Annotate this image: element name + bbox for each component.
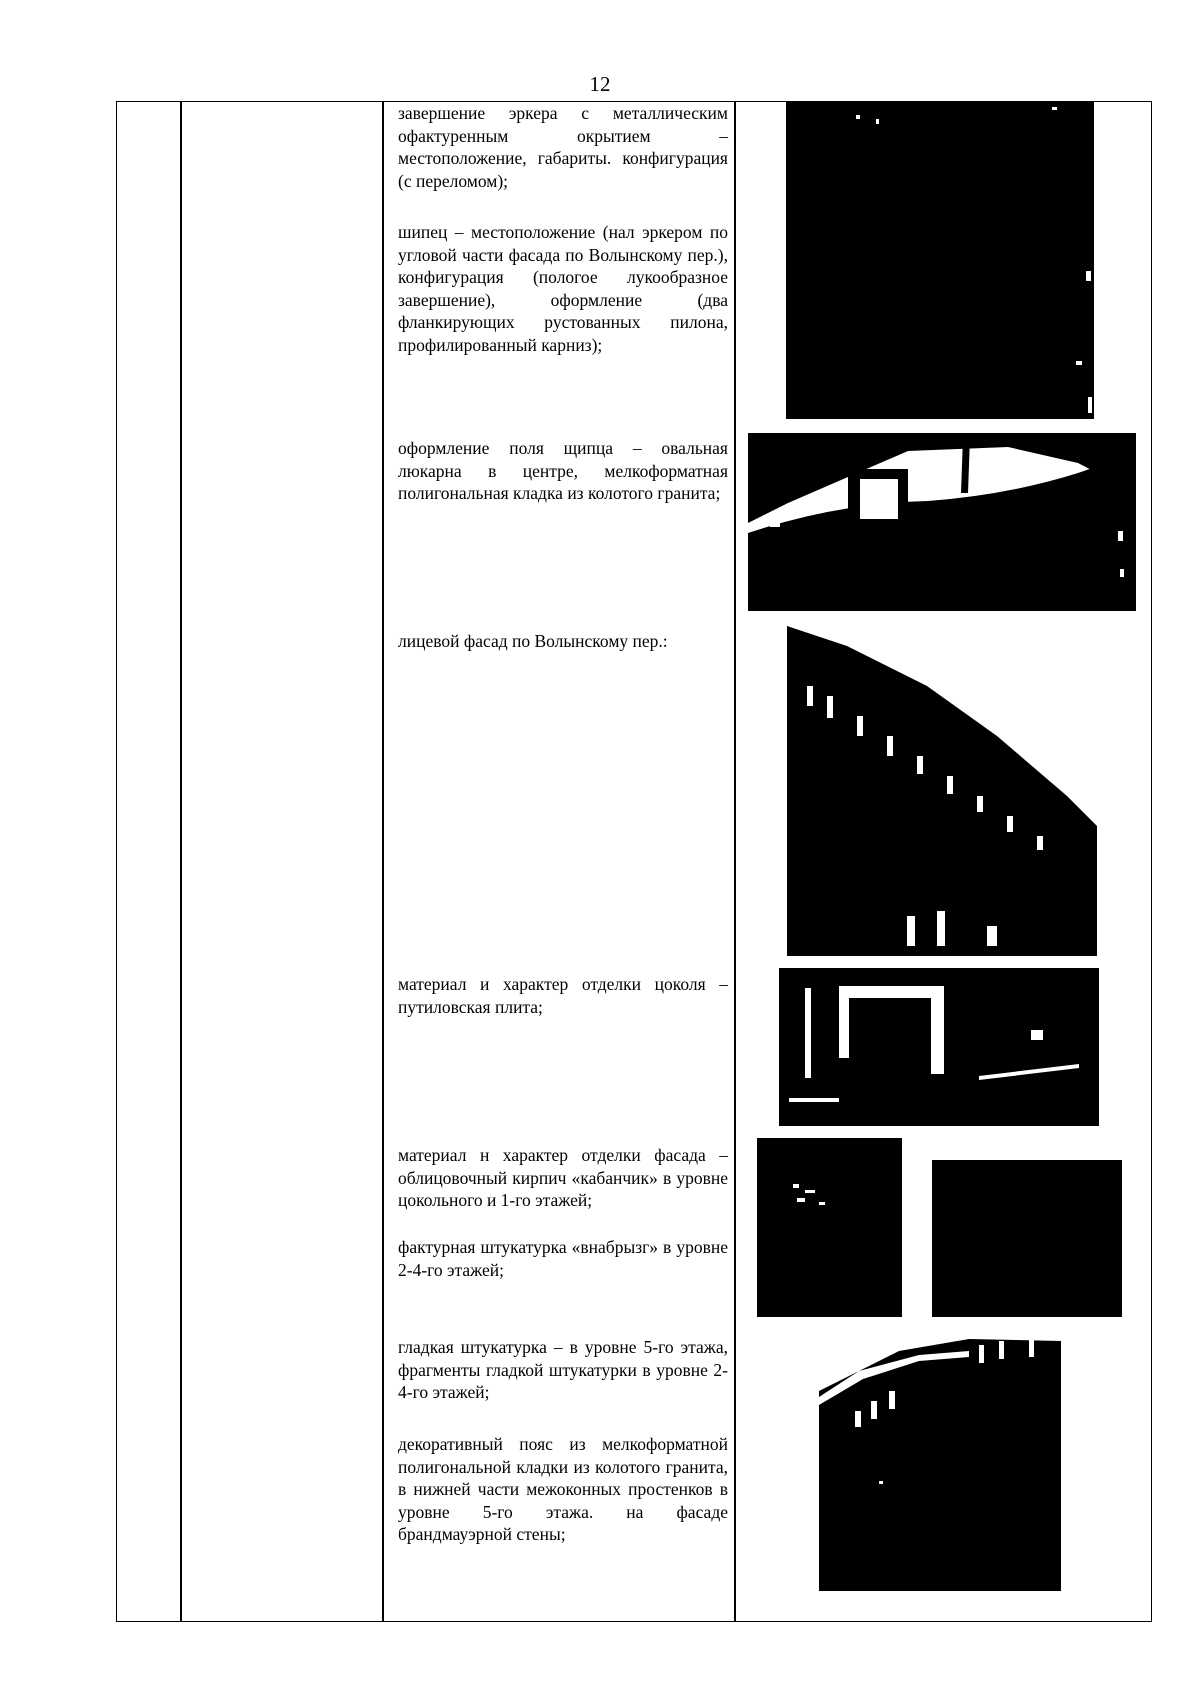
text-shipets: шипец – местоположение (нал эркером по угловой части фасада по Волынскому пер.), конфигурация (пологое лукообразное завершение), оформление (два фланкирующих рустованных пилона, профилированный карниз); xyxy=(398,222,728,355)
column-divider-2 xyxy=(382,101,384,1622)
text-erker-completion: завершение эркера с металлическим офактуренным окрытием – местоположение, габариты. конфигурация (с переломом); xyxy=(398,103,728,191)
photo-smooth-plaster xyxy=(819,1331,1061,1591)
photo-gable-field xyxy=(748,433,1136,611)
column-divider-1 xyxy=(180,101,182,1622)
column-divider-3 xyxy=(734,101,736,1622)
text-gable-field: оформление поля щипца – овальная люкарна в центре, мелкоформатная полигональная кладка из колотого гранита; xyxy=(398,438,728,503)
photo-erker xyxy=(786,101,1094,419)
text-main-facade: лицевой фасад по Волынскому пер.: xyxy=(398,631,668,651)
text-plinth-finish: материал и характер отделки цоколя – путиловская плита; xyxy=(398,974,728,1017)
text-decorative-belt: декоративный пояс из мелкоформатной полигональной кладки из колотого гранита, в нижней части межоконных простенков в уровне 5-го этажа. на фасаде брандмауэрной стены; xyxy=(398,1434,728,1544)
photo-spray-plaster xyxy=(932,1160,1122,1317)
text-brick-finish: материал н характер отделки фасада – облицовочный кирпич «кабанчик» в уровне цокольного и 1-го этажей; xyxy=(398,1145,728,1210)
photo-brick-cladding xyxy=(757,1138,902,1317)
page-number: 12 xyxy=(589,72,611,96)
text-spray-plaster: фактурная штукатурка «внабрызг» в уровне 2-4-го этажей; xyxy=(398,1237,728,1280)
photo-plinth xyxy=(779,968,1099,1126)
photo-main-facade xyxy=(787,626,1097,956)
text-smooth-plaster: гладкая штукатурка – в уровне 5-го этажа, фрагменты гладкой штукатурки в уровне 2-4-го этажей; xyxy=(398,1337,728,1402)
